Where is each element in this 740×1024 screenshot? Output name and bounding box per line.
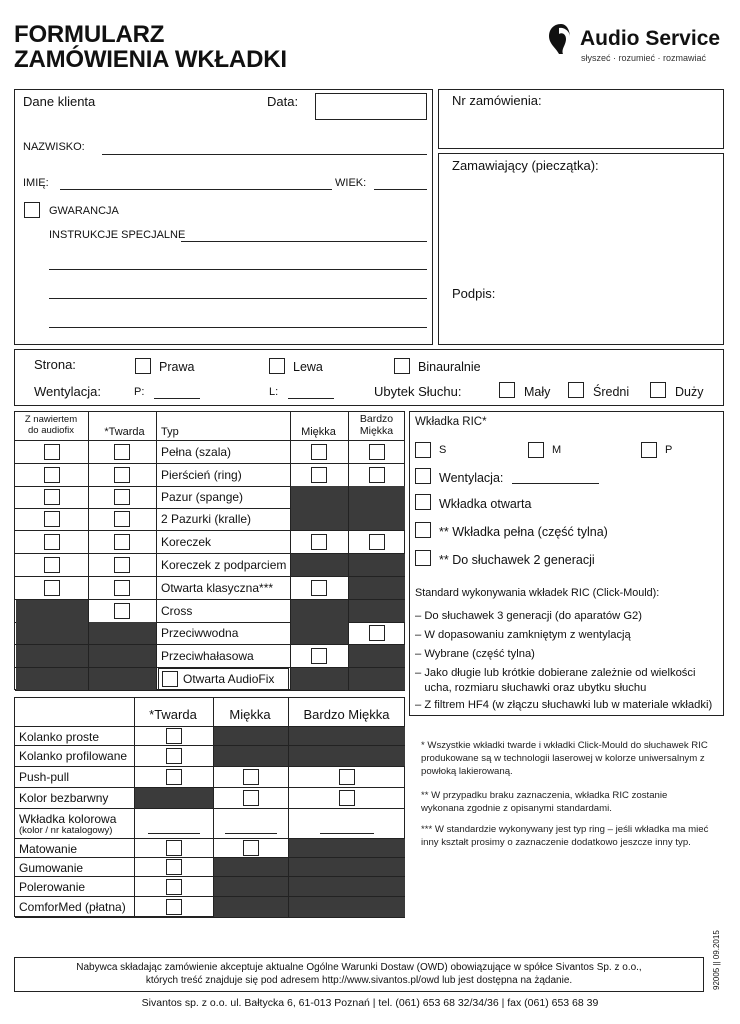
- ric-full-checkbox[interactable]: [415, 522, 431, 538]
- ric-p-label: P: [665, 444, 673, 456]
- left-checkbox[interactable]: [269, 358, 285, 374]
- hard-option-checkbox[interactable]: [166, 840, 182, 856]
- unavailable-cell: [291, 486, 348, 508]
- unavailable-cell: [214, 897, 288, 917]
- terms-line-1: Nabywca składając zamówienie akceptuje aktualne Ogólne Warunki Dostaw (OWD) obowiązujące w spółce Sivantos Sp. z o.o.,: [76, 962, 642, 973]
- drill-checkbox[interactable]: [44, 444, 60, 460]
- ric-m-label: M: [552, 444, 562, 456]
- warranty-checkbox[interactable]: [24, 202, 40, 218]
- table-row-divider: [15, 530, 405, 531]
- unavailable-cell: [291, 600, 348, 622]
- hard-checkbox[interactable]: [114, 557, 130, 573]
- terms-line-2: których treść znajduje się pod adresem http://www.sivantos.pl/owd lub jest dostępna na żądanie.: [145, 975, 573, 986]
- soft-checkbox[interactable]: [311, 534, 327, 550]
- soft-option-checkbox[interactable]: [243, 840, 259, 856]
- ric-open-checkbox[interactable]: [415, 494, 431, 510]
- document-code: 92005 || 09.2015: [712, 930, 721, 990]
- ric-full-label: ** Wkładka pełna (część tylna): [439, 525, 608, 539]
- ric-title: Wkładka RIC*: [415, 416, 487, 428]
- unavailable-cell: [349, 486, 405, 508]
- hard-option-checkbox[interactable]: [166, 728, 182, 744]
- option-label: Kolanko profilowane: [19, 749, 128, 763]
- ric-gen2-checkbox[interactable]: [415, 550, 431, 566]
- soft-checkbox[interactable]: [311, 444, 327, 460]
- ric-s-checkbox[interactable]: [415, 442, 431, 458]
- special-instructions-line-4[interactable]: [49, 327, 427, 328]
- table-column-divider: [156, 412, 157, 691]
- header-very-soft: Bardzo Miękka: [359, 413, 394, 437]
- hard-checkbox[interactable]: [114, 489, 130, 505]
- option-label: Polerowanie: [19, 880, 86, 894]
- unavailable-cell: [16, 645, 88, 667]
- ric-open-label: Wkładka otwarta: [439, 497, 532, 511]
- hard-checkbox[interactable]: [114, 534, 130, 550]
- type-label: Koreczek: [161, 535, 212, 549]
- vent-l-label: L:: [269, 386, 279, 398]
- binaural-checkbox[interactable]: [394, 358, 410, 374]
- very-soft-checkbox[interactable]: [369, 534, 385, 550]
- unavailable-cell: [291, 508, 348, 530]
- table-row-divider: [15, 690, 405, 691]
- header-hard: *Twarda: [104, 426, 145, 438]
- vent-l-field[interactable]: [288, 398, 334, 399]
- options-table: [14, 697, 405, 917]
- options-header-soft: Miękka: [229, 707, 271, 722]
- company-address: Sivantos sp. z o.o. ul. Bałtycka 6, 61-013 Poznań | tel. (061) 653 68 32/34/36 | fax (061) 653 68 39: [141, 997, 599, 1009]
- client-data-section: [14, 89, 433, 345]
- date-label: Data:: [267, 94, 299, 109]
- type-table: [14, 411, 405, 690]
- ric-standard-title: Standard wykonywania wkładek RIC (Click-Mould):: [415, 587, 660, 599]
- unavailable-cell: [349, 645, 405, 667]
- side-label: Strona:: [34, 357, 76, 372]
- unavailable-cell: [349, 668, 405, 690]
- soft-checkbox[interactable]: [311, 648, 327, 664]
- surname-label: NAZWISKO:: [23, 141, 85, 153]
- options-row-divider: [15, 917, 405, 918]
- ric-gen2-label: ** Do słuchawek 2 generacji: [439, 553, 595, 567]
- option-label: Matowanie: [19, 842, 78, 856]
- ric-standard-item: – Z filtrem HF4 (w złączu słuchawki lub w materiale wkładki): [415, 699, 713, 711]
- very-soft-option-checkbox[interactable]: [339, 790, 355, 806]
- name-field[interactable]: [60, 189, 332, 190]
- hard-option-checkbox[interactable]: [166, 879, 182, 895]
- color-sub-label: (kolor / nr katalogowy): [19, 825, 113, 836]
- table-header-divider: [15, 440, 405, 441]
- very-soft-option-checkbox[interactable]: [339, 769, 355, 785]
- type-label: Otwarta AudioFix: [183, 672, 275, 686]
- drill-checkbox[interactable]: [44, 534, 60, 550]
- note-2: ** W przypadku braku zaznaczenia, wkładka RIC zostanie wykonana zgodnie z opisanymi standardami.: [421, 790, 668, 814]
- vent-p-label: P:: [134, 386, 145, 398]
- surname-field[interactable]: [102, 154, 427, 155]
- hard-checkbox[interactable]: [114, 511, 130, 527]
- type-label: Pierścień (ring): [161, 468, 242, 482]
- form-title-line2: ZAMÓWIENIA WKŁADKI: [14, 46, 287, 73]
- unavailable-cell: [291, 554, 348, 576]
- option-label: Gumowanie: [19, 861, 84, 875]
- note-3: *** W standardzie wykonywany jest typ ring – jeśli wkładka ma mieć inny kształt prosimy o zaznaczenie dodatkowo jeszcze inny typ.: [421, 824, 709, 848]
- signature-label: Podpis:: [452, 286, 496, 301]
- brand-name: Audio Service: [580, 27, 721, 50]
- unavailable-cell: [291, 622, 348, 644]
- table-row-divider: [15, 576, 405, 577]
- ric-p-checkbox[interactable]: [641, 442, 657, 458]
- unavailable-cell: [214, 858, 288, 876]
- unavailable-cell: [349, 554, 405, 576]
- warranty-label: GWARANCJA: [49, 205, 119, 217]
- ric-s-label: S: [439, 444, 447, 456]
- date-input[interactable]: [315, 93, 427, 120]
- soft-checkbox[interactable]: [311, 467, 327, 483]
- drill-checkbox[interactable]: [44, 580, 60, 596]
- type-label: 2 Pazurki (kralle): [161, 512, 252, 526]
- drill-checkbox[interactable]: [44, 467, 60, 483]
- option-label: Kolor bezbarwny: [19, 791, 109, 805]
- drill-checkbox[interactable]: [44, 511, 60, 527]
- unavailable-cell: [16, 622, 88, 644]
- option-label: Push-pull: [19, 770, 70, 784]
- unavailable-cell: [135, 788, 213, 808]
- client-section-label: Dane klienta: [23, 94, 96, 109]
- left-label: Lewa: [293, 360, 323, 374]
- order-number-label: Nr zamówienia:: [452, 93, 542, 108]
- hard-checkbox[interactable]: [114, 580, 130, 596]
- options-header-hard: *Twarda: [149, 707, 197, 722]
- soft-checkbox[interactable]: [311, 580, 327, 596]
- ric-standard-item: – W dopasowaniu zamkniętym z wentylacją: [415, 629, 631, 641]
- orderer-stamp-box[interactable]: [438, 153, 724, 345]
- unavailable-cell: [349, 577, 405, 599]
- type-label: Pazur (spange): [161, 490, 244, 504]
- form-title-line1: FORMULARZ: [14, 21, 165, 48]
- unavailable-cell: [349, 508, 405, 530]
- unavailable-cell: [289, 897, 405, 917]
- ric-standard-item: ucha, rozmiaru słuchawki oraz ubytku słuchu: [415, 682, 647, 694]
- hearing-loss-label: Ubytek Słuchu:: [374, 384, 462, 399]
- ric-m-checkbox[interactable]: [528, 442, 544, 458]
- hard-checkbox[interactable]: [114, 603, 130, 619]
- drill-checkbox[interactable]: [44, 557, 60, 573]
- unavailable-cell: [16, 600, 88, 622]
- loss-large-checkbox[interactable]: [650, 382, 666, 398]
- type-label: Koreczek z podparciem: [161, 558, 287, 572]
- unavailable-cell: [89, 645, 156, 667]
- header-type: Typ: [161, 426, 179, 438]
- option-label: Wkładka kolorowa: [19, 812, 117, 826]
- hard-checkbox[interactable]: [114, 444, 130, 460]
- unavailable-cell: [289, 727, 405, 745]
- special-instructions-label: INSTRUKCJE SPECJALNE: [49, 229, 186, 241]
- binaural-label: Binauralnie: [418, 360, 481, 374]
- unavailable-cell: [214, 746, 288, 766]
- type-label: Pełna (szala): [161, 445, 232, 459]
- option-label: Kolanko proste: [19, 730, 100, 744]
- name-label: IMIĘ:: [23, 177, 49, 189]
- special-instructions-field[interactable]: [181, 241, 427, 242]
- type-label: Otwarta klasyczna***: [161, 581, 274, 595]
- hard-option-checkbox[interactable]: [166, 769, 182, 785]
- options-header-very-soft: Bardzo Miękka: [303, 707, 390, 722]
- hard-checkbox[interactable]: [114, 467, 130, 483]
- hard-option-checkbox[interactable]: [166, 748, 182, 764]
- special-instructions-line-2[interactable]: [49, 269, 427, 270]
- ric-vent-checkbox[interactable]: [415, 468, 431, 484]
- right-label: Prawa: [159, 360, 195, 374]
- table-column-divider: [290, 412, 291, 691]
- unavailable-cell: [89, 622, 156, 644]
- table-row-divider: [15, 463, 405, 464]
- loss-large-label: Duży: [675, 385, 704, 399]
- note-1: * Wszystkie wkładki twarde i wkładki Click-Mould do słuchawek RIC produkowane są w technologii laserowej w kolorze uniwersalnym z powłoką lakierowaną.: [421, 740, 708, 777]
- very-soft-checkbox[interactable]: [369, 625, 385, 641]
- unavailable-cell: [291, 668, 348, 690]
- options-row-divider: [15, 766, 405, 767]
- brand-tagline: słyszeć · rozumieć · rozmawiać: [581, 53, 707, 63]
- color-code-field[interactable]: [225, 833, 277, 834]
- unavailable-cell: [214, 877, 288, 896]
- vent-label: Wentylacja:: [34, 384, 101, 399]
- header-soft: Miękka: [301, 426, 336, 438]
- age-field[interactable]: [374, 189, 427, 190]
- ric-vent-field[interactable]: [512, 483, 599, 484]
- loss-medium-label: Średni: [593, 385, 630, 399]
- unavailable-cell: [289, 839, 405, 857]
- type-label: Cross: [161, 604, 193, 618]
- unavailable-cell: [16, 668, 88, 690]
- unavailable-cell: [289, 858, 405, 876]
- color-code-field[interactable]: [320, 833, 374, 834]
- options-row-divider: [15, 808, 405, 809]
- loss-small-checkbox[interactable]: [499, 382, 515, 398]
- unavailable-cell: [89, 668, 156, 690]
- hard-option-checkbox[interactable]: [166, 899, 182, 915]
- unavailable-cell: [349, 600, 405, 622]
- very-soft-checkbox[interactable]: [369, 444, 385, 460]
- orderer-label: Zamawiający (pieczątka):: [452, 158, 599, 173]
- type-label: Przeciwhałasowa: [161, 649, 254, 663]
- color-code-field[interactable]: [148, 833, 200, 834]
- drill-checkbox[interactable]: [44, 489, 60, 505]
- very-soft-checkbox[interactable]: [369, 467, 385, 483]
- age-label: WIEK:: [335, 177, 367, 189]
- type-label: Przeciwwodna: [161, 626, 239, 640]
- option-label: ComforMed (płatna): [19, 900, 126, 914]
- ric-standard-item: – Do słuchawek 3 generacji (do aparatów G2): [415, 610, 642, 622]
- ric-standard-item: – Jako długie lub krótkie dobierane zależnie od wielkości: [415, 667, 696, 679]
- ric-standard-item: – Wybrane (część tylna): [415, 648, 535, 660]
- loss-small-label: Mały: [524, 385, 551, 399]
- ric-vent-label: Wentylacja:: [439, 471, 504, 485]
- vent-p-field[interactable]: [154, 398, 200, 399]
- header-with-drill: Z nawiertem do audiofix: [24, 414, 78, 436]
- unavailable-cell: [289, 877, 405, 896]
- soft-option-checkbox[interactable]: [243, 769, 259, 785]
- audio-service-logo-icon: [546, 22, 576, 56]
- soft-option-checkbox[interactable]: [243, 790, 259, 806]
- hard-option-checkbox[interactable]: [166, 859, 182, 875]
- right-checkbox[interactable]: [135, 358, 151, 374]
- unavailable-cell: [214, 727, 288, 745]
- loss-medium-checkbox[interactable]: [568, 382, 584, 398]
- unavailable-cell: [289, 746, 405, 766]
- special-instructions-line-3[interactable]: [49, 298, 427, 299]
